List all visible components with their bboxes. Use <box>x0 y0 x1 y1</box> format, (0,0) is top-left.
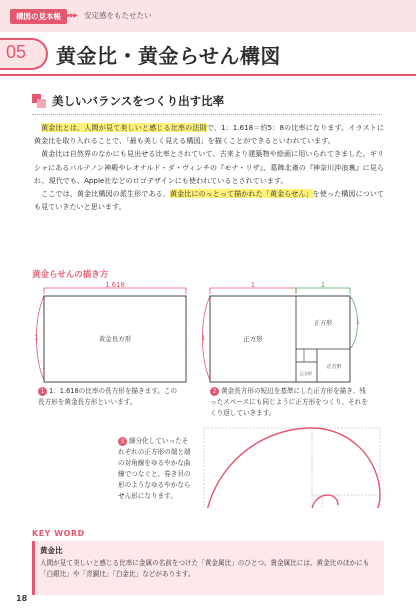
keyword-box <box>32 541 384 595</box>
rect-label: 黄金長方形 <box>98 335 132 343</box>
label-one-3: 1 <box>320 281 326 289</box>
p1-rest: で、1：1.618＝約5：8の比率になります。イラストに黄金比を取り入れることで、「最も美しく見える構図」を描くことができるといわれています。 <box>34 123 384 146</box>
paragraph-1 <box>34 121 384 147</box>
title-row <box>0 34 416 74</box>
heading-divider <box>32 114 382 115</box>
section-heading <box>32 92 332 112</box>
golden-spiral-curve <box>204 428 380 508</box>
caption-2-text: 黄金長方形の短辺を基準にした正方形を描き、残ったスペースにも同じように正方形をつくり、それをくり返していきます。 <box>210 387 368 417</box>
heading-square-icon-2 <box>37 99 46 108</box>
chapter-tag: 構図の見本帳 <box>10 9 67 24</box>
square-label-2: 正方形 <box>313 320 333 327</box>
subheading: 黄金らせんの描き方 <box>32 270 109 280</box>
page-number: 18 <box>16 594 28 603</box>
step-number-1: 1 <box>38 387 47 396</box>
heading-text: 美しいバランスをつくり出す比率 <box>52 94 225 108</box>
section-label: 安定感をもたせたい <box>84 11 152 20</box>
p3-b: を使った構図についても見ていきたいと思います。 <box>34 189 385 212</box>
body-text <box>34 121 384 213</box>
paragraph-3 <box>34 187 384 213</box>
label-one-5: 1 <box>356 319 360 326</box>
highlight-3: 「黄金らせん」 <box>262 189 313 199</box>
figure-spiral <box>204 428 380 508</box>
square-label-1: 正方形 <box>243 335 263 343</box>
highlight-2: 黄金比にのっとって描かれた <box>169 189 263 199</box>
step-number-3: 3 <box>118 437 127 446</box>
title-underline <box>0 74 416 76</box>
figure-squares <box>201 281 360 382</box>
keyword-title: KEY WORD <box>32 529 85 538</box>
step-number-2: 2 <box>210 387 219 396</box>
label-one-4: 1 <box>201 334 206 342</box>
label-1618: 1.618 <box>104 281 126 289</box>
section-number: 05 <box>6 42 27 62</box>
keyword-term: 黄金比 <box>40 546 63 555</box>
keyword-accent-bar <box>32 541 35 595</box>
paragraph-2: 黄金比は自然界のなかにも見出せる比率とされていて、古来より建築物や絵画に用いられてきました。ギリシャにあるパルテノン神殿やレオナルド・ダ・ヴィンチの『モナ・リザ』、葛飾北斎の『神奈川沖浪裏』に見られ、現代でも、Apple社などのロゴデザインにも使われているとされています。 <box>34 149 384 185</box>
label-one-2: 1 <box>250 281 256 289</box>
page-title: 黄金比・黄金らせん構図 <box>56 44 281 68</box>
arrow-icon: ▶▶▶ <box>66 12 77 19</box>
caption-3 <box>118 436 192 502</box>
square-label-3: 正方形 <box>326 364 342 370</box>
caption-1-text: 1：1.618の比率の長方形を描きます。この長方形を黄金長方形といいます。 <box>38 387 178 406</box>
keyword-description: 人間が見て美しいと感じる比率に金属の名前をつけた「黄金属比」のひとつ。貴金属比には、黄金比のほかにも「白銀比」や「青銅比」「白金比」などがあります。 <box>40 559 370 578</box>
p3-a: ここでは、黄金比構図の派生形である、 <box>41 189 170 199</box>
caption-3-text: 細分化していったそれぞれの正方形の端と端の対角線をゆるやかな曲線でつなぐと、券き貝の形のようなゆるやかならせん形になります。 <box>118 437 191 500</box>
figure-golden-rectangle <box>34 281 186 382</box>
caption-2 <box>210 386 370 419</box>
spiral-frame <box>204 428 380 508</box>
highlight-1: 黄金比とは、人間が見て美しいと感じる比率の法則 <box>41 123 207 132</box>
label-one-1: 1 <box>34 334 39 342</box>
caption-1 <box>38 386 178 408</box>
square-label-4: 正方形 <box>300 371 312 376</box>
page-header <box>0 0 416 32</box>
